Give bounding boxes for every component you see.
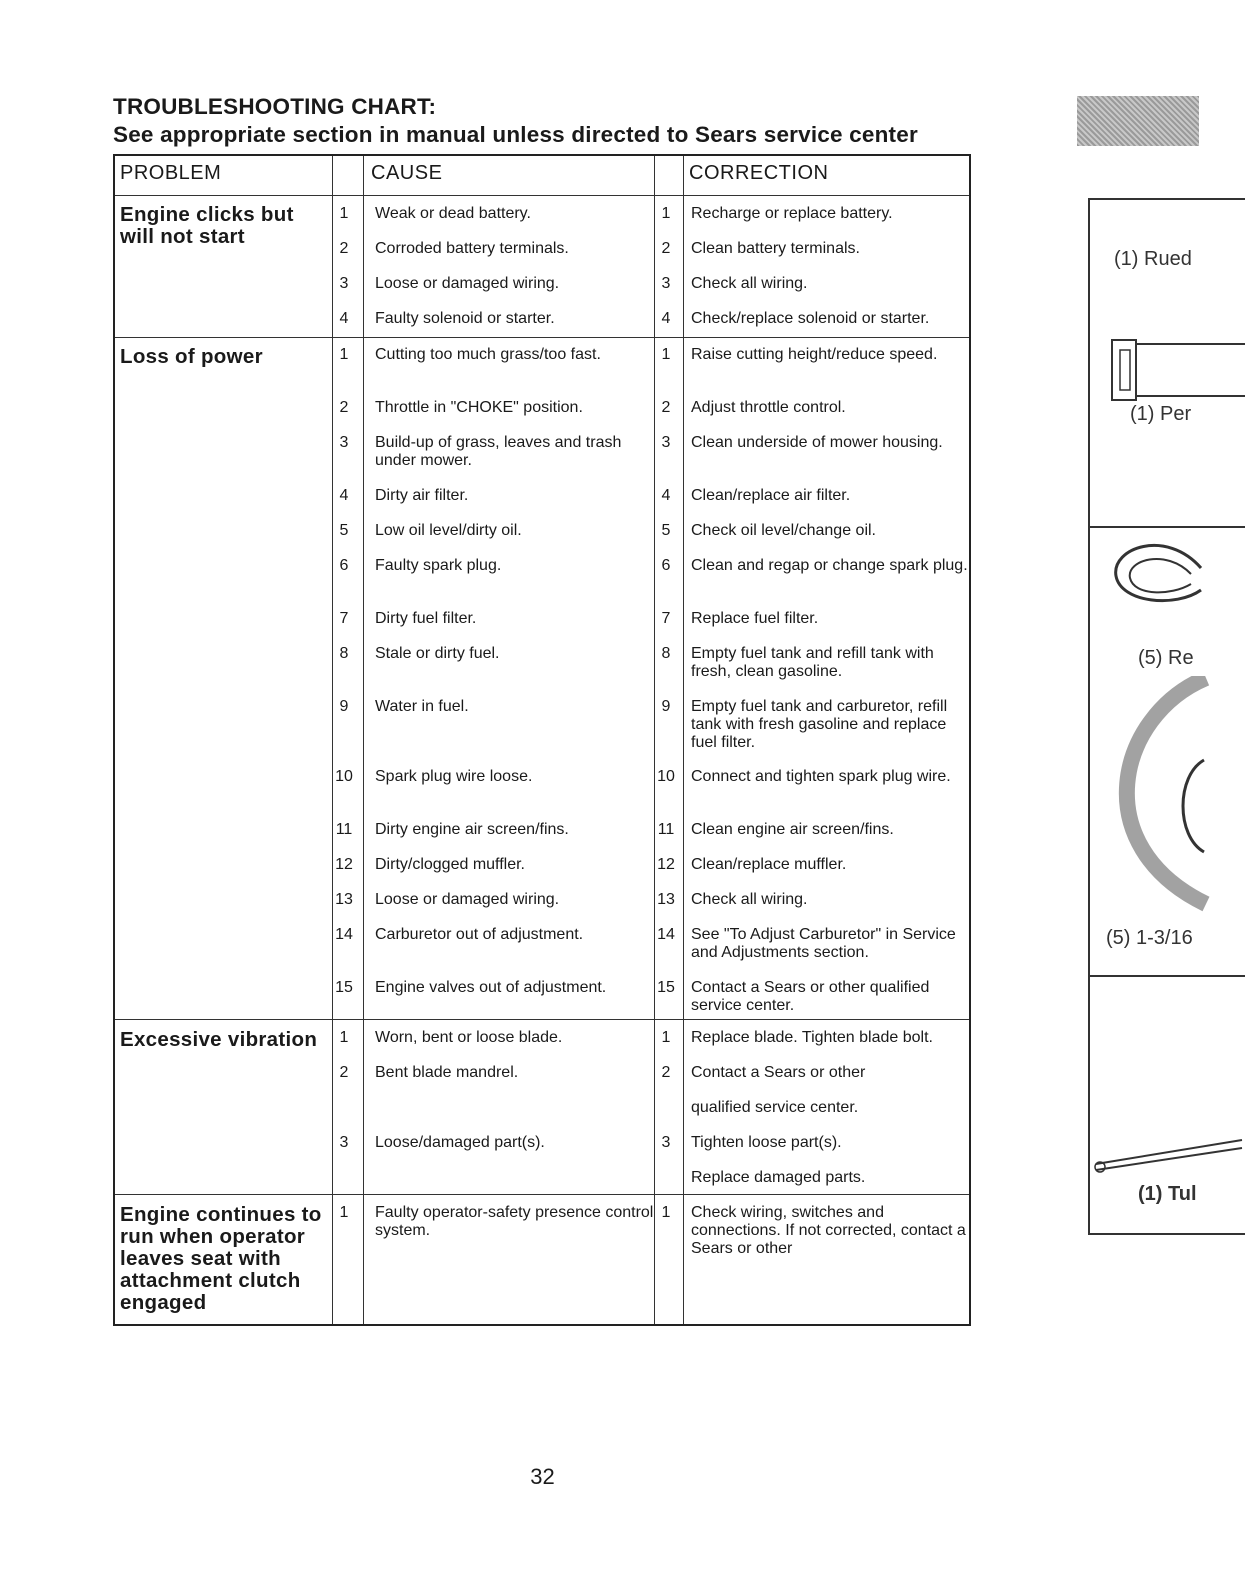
side-label: (1) Per	[1130, 403, 1192, 425]
side-label: (1) Tul	[1138, 1183, 1197, 1205]
cause-text: Loose or damaged wiring.	[375, 275, 560, 292]
cause-number: 1	[339, 1204, 349, 1221]
cause-text: Engine valves out of adjustment.	[375, 979, 607, 996]
troubleshooting-table	[113, 154, 971, 1326]
correction-number: 1	[661, 205, 671, 222]
correction-number: 7	[661, 610, 671, 627]
correction-number: 1	[661, 1204, 671, 1221]
cause-number: 3	[339, 434, 349, 451]
cause-number: 1	[339, 205, 349, 222]
correction-number: 5	[661, 522, 671, 539]
correction-number: 8	[661, 645, 671, 662]
cause-text: Dirty/clogged muffler.	[375, 856, 525, 873]
cause-text: Dirty engine air screen/fins.	[375, 821, 569, 838]
correction-text: Check/replace solenoid or starter.	[691, 310, 930, 327]
correction-text: Check all wiring.	[691, 275, 808, 292]
cause-number: 2	[339, 399, 349, 416]
cause-text: Dirty air filter.	[375, 487, 469, 504]
cause-text: Bent blade mandrel.	[375, 1064, 519, 1081]
correction-text: Replace fuel filter.	[691, 610, 819, 627]
cause-number: 12	[335, 856, 353, 873]
cause-text: Faulty operator-safety presence control system.	[375, 1204, 654, 1239]
problem-excessive-vibration: Excessive vibration	[120, 1028, 318, 1051]
cause-text: Faulty spark plug.	[375, 557, 502, 574]
correction-text: Clean/replace muffler.	[691, 856, 847, 873]
cause-number: 4	[339, 487, 349, 504]
correction-number: 14	[657, 926, 675, 943]
correction-number: 4	[661, 487, 671, 504]
correction-number: 10	[657, 768, 675, 785]
blade-adapter-icon	[1096, 676, 1245, 916]
correction-text: Raise cutting height/reduce speed.	[691, 346, 938, 363]
correction-number: 2	[661, 1064, 671, 1081]
cause-text: Worn, bent or loose blade.	[375, 1029, 563, 1046]
cause-number: 1	[339, 1029, 349, 1046]
cause-text: Weak or dead battery.	[375, 205, 531, 222]
side-label: (5) 1-3/16	[1106, 927, 1193, 949]
correction-number: 3	[661, 434, 671, 451]
correction-text: Clean battery terminals.	[691, 240, 860, 257]
cause-text: Carburetor out of adjustment.	[375, 926, 584, 943]
correction-number: 15	[657, 979, 675, 996]
cause-number: 1	[339, 346, 349, 363]
cause-text: Loose/damaged part(s).	[375, 1134, 545, 1151]
cause-text: Loose or damaged wiring.	[375, 891, 560, 908]
chart-title: TROUBLESHOOTING CHART:	[113, 94, 437, 119]
cause-number: 3	[339, 275, 349, 292]
adjacent-page-strip	[1088, 0, 1245, 1585]
correction-text: Clean underside of mower housing.	[691, 434, 943, 451]
correction-text: Replace blade. Tighten blade bolt.	[691, 1029, 933, 1046]
cause-number: 4	[339, 310, 349, 327]
cause-number: 5	[339, 522, 349, 539]
problem-loss-of-power: Loss of power	[120, 345, 263, 368]
correction-text: Check wiring, switches and connections. If not corrected, contact a Sears or other	[691, 1204, 966, 1257]
correction-text: Check oil level/change oil.	[691, 522, 876, 539]
cause-number: 2	[339, 240, 349, 257]
cause-number: 10	[335, 768, 353, 785]
correction-number: 1	[661, 1029, 671, 1046]
correction-text: Contact a Sears or other qualified service center.	[691, 979, 930, 1014]
cause-text: Dirty fuel filter.	[375, 610, 477, 627]
correction-text: Clean/replace air filter.	[691, 487, 851, 504]
correction-number: 4	[661, 310, 671, 327]
cause-number: 14	[335, 926, 353, 943]
correction-number: 13	[657, 891, 675, 908]
correction-number: 2	[661, 240, 671, 257]
correction-text: Connect and tighten spark plug wire.	[691, 768, 951, 785]
correction-text-continued: qualified service center.	[691, 1099, 859, 1116]
cause-text: Build-up of grass, leaves and trash under mower.	[375, 434, 622, 469]
correction-number: 1	[661, 346, 671, 363]
cause-text: Spark plug wire loose.	[375, 768, 533, 785]
side-label: (5) Re	[1138, 647, 1194, 669]
problem-engine-clicks: Engine clicks but will not start	[120, 203, 294, 248]
side-label: (1) Rued	[1114, 248, 1192, 270]
correction-text: Contact a Sears or other	[691, 1064, 866, 1081]
cause-number: 9	[339, 698, 349, 715]
cause-text: Low oil level/dirty oil.	[375, 522, 522, 539]
shaded-tab	[1077, 96, 1199, 146]
correction-text: Empty fuel tank and carburetor, refill tank with fresh gasoline and replace fuel filter.	[691, 698, 948, 751]
column-header-correction: CORRECTION	[689, 162, 829, 184]
cause-number: 2	[339, 1064, 349, 1081]
cause-number: 6	[339, 557, 349, 574]
cause-number: 15	[335, 979, 353, 996]
washer-icon	[1106, 538, 1206, 618]
cause-number: 11	[335, 821, 353, 838]
correction-text: Clean and regap or change spark plug.	[691, 557, 968, 574]
correction-text-continued: Replace damaged parts.	[691, 1169, 866, 1186]
cause-number: 13	[335, 891, 353, 908]
cause-text: Water in fuel.	[375, 698, 469, 715]
correction-number: 9	[661, 698, 671, 715]
pin-icon	[1094, 1134, 1244, 1174]
correction-number: 11	[657, 821, 675, 838]
correction-text: Clean engine air screen/fins.	[691, 821, 894, 838]
cause-number: 3	[339, 1134, 349, 1151]
cause-number: 8	[339, 645, 349, 662]
column-header-problem: PROBLEM	[120, 162, 222, 184]
correction-number: 6	[661, 557, 671, 574]
chart-subtitle: See appropriate section in manual unless directed to Sears service center	[113, 122, 918, 147]
correction-text: Tighten loose part(s).	[691, 1134, 842, 1151]
page-number: 32	[530, 1464, 555, 1489]
correction-number: 3	[661, 1134, 671, 1151]
correction-number: 12	[657, 856, 675, 873]
correction-text: Check all wiring.	[691, 891, 808, 908]
correction-text: Adjust throttle control.	[691, 399, 846, 416]
correction-text: Recharge or replace battery.	[691, 205, 893, 222]
correction-text: Empty fuel tank and refill tank with fresh, clean gasoline.	[691, 645, 934, 680]
problem-engine-continues-to-run: Engine continues to run when operator leaves seat with attachment clutch engaged	[120, 1203, 322, 1314]
correction-number: 3	[661, 275, 671, 292]
cause-text: Corroded battery terminals.	[375, 240, 569, 257]
cause-text: Throttle in "CHOKE" position.	[375, 399, 583, 416]
correction-number: 2	[661, 399, 671, 416]
column-header-cause: CAUSE	[371, 162, 443, 184]
correction-text: See "To Adjust Carburetor" in Service and Adjustments section.	[691, 926, 956, 961]
cause-text: Faulty solenoid or starter.	[375, 310, 555, 327]
cause-text: Cutting too much grass/too fast.	[375, 346, 601, 363]
cause-text: Stale or dirty fuel.	[375, 645, 500, 662]
cause-number: 7	[339, 610, 349, 627]
